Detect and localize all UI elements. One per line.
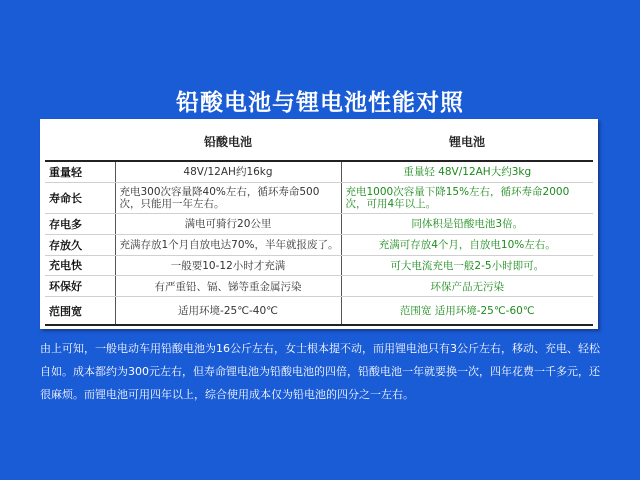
row-label: 环保好 [45,276,115,297]
table-row [45,255,593,276]
slide-title: 铅酸电池与锂电池性能对照 [176,90,464,116]
row-label: 重量轻 [45,161,115,182]
lithium-cell: 充满可存放4个月，自放电10%左右。 [341,234,593,255]
lead-acid-cell: 一般要10-12小时才充满 [115,255,341,276]
lithium-cell: 充电1000次容量下降15%左右，循环寿命2000次，可用4年以上。 [341,182,593,213]
table-row [45,297,593,325]
table-row [45,276,593,297]
lithium-cell: 环保产品无污染 [341,276,593,297]
lead-acid-cell: 有严重铅、镉、锑等重金属污染 [115,276,341,297]
lithium-cell: 重量轻 48V/12AH大约3kg [341,161,593,182]
lithium-cell: 同体积是铅酸电池3倍。 [341,214,593,235]
row-label: 存电多 [45,214,115,235]
summary-paragraph: 由上可知，一般电动车用铅酸电池为16公斤左右，女士根本提不动，而用锂电池只有3公斤左右，移动、充电、轻松自如。成本都约为300元左右，但寿命锂电池为铅酸电池的四倍，铅酸电池一年就要换一次，四年花费一千多元，还很麻烦。而锂电池可用四年以上，综合使用成本仅为铅电池的四分之一左右。 [40,342,600,401]
table-row [45,214,593,235]
table-header-row [45,122,593,161]
lead-acid-cell: 48V/12AH约16kg [115,161,341,182]
lead-acid-cell: 充满存放1个月自放电达70%，半年就报废了。 [115,234,341,255]
header-empty [45,122,115,161]
lithium-cell: 范围宽 适用环境-25℃-60℃ [341,297,593,325]
table-row [45,234,593,255]
row-label: 范围宽 [45,297,115,325]
header-lithium: 锂电池 [341,122,593,161]
lead-acid-cell: 充电300次容量降40%左右，循环寿命500次，只能用一年左右。 [115,182,341,213]
table-row [45,161,593,182]
row-label: 存放久 [45,234,115,255]
row-label: 寿命长 [45,182,115,213]
lead-acid-cell: 适用环境-25℃-40℃ [115,297,341,325]
comparison-table-panel [40,119,598,329]
lead-acid-cell: 满电可骑行20公里 [115,214,341,235]
row-label: 充电快 [45,255,115,276]
lithium-cell: 可大电流充电一般2-5小时即可。 [341,255,593,276]
comparison-table [45,122,593,326]
table-row [45,182,593,213]
header-lead-acid: 铅酸电池 [115,122,341,161]
